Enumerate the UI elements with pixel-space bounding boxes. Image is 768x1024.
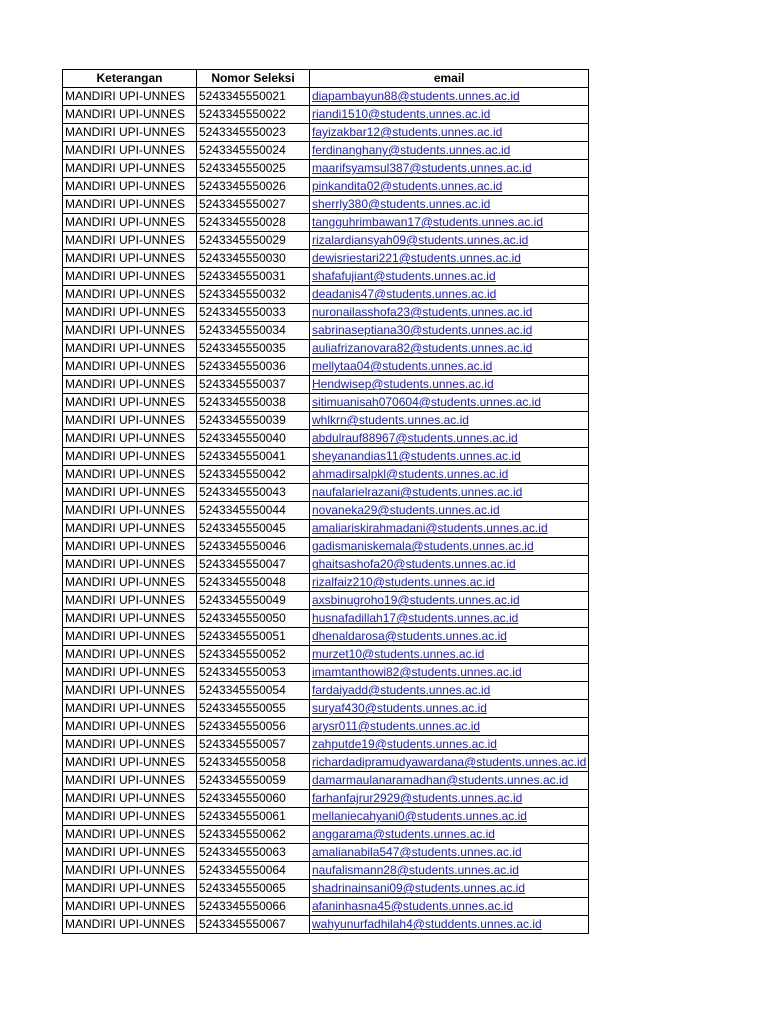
cell-keterangan[interactable]: MANDIRI UPI-UNNES (63, 196, 197, 214)
table-row (63, 808, 589, 826)
cell-keterangan[interactable]: MANDIRI UPI-UNNES (63, 322, 197, 340)
cell-email[interactable] (310, 430, 589, 448)
cell-keterangan[interactable]: MANDIRI UPI-UNNES (63, 808, 197, 826)
cell-email[interactable] (310, 178, 589, 196)
table-row (63, 142, 589, 160)
cell-email[interactable] (310, 232, 589, 250)
email-link[interactable]: afaninhasna45@students.unnes.ac.id (312, 899, 513, 913)
cell-nomor-seleksi[interactable]: 5243345550042 (197, 466, 310, 484)
cell-email[interactable] (310, 646, 589, 664)
cell-nomor-seleksi[interactable]: 5243345550051 (197, 628, 310, 646)
cell-keterangan[interactable]: MANDIRI UPI-UNNES (63, 844, 197, 862)
table-row (63, 826, 589, 844)
cell-nomor-seleksi[interactable]: 5243345550060 (197, 790, 310, 808)
email-link[interactable]: anggarama@students.unnes.ac.id (312, 827, 495, 841)
cell-email[interactable] (310, 160, 589, 178)
email-link[interactable]: richardadipramudyawardana@students.unnes.ac.id (312, 755, 587, 769)
table-row (63, 232, 589, 250)
table-row (63, 538, 589, 556)
cell-nomor-seleksi[interactable]: 5243345550064 (197, 862, 310, 880)
cell-nomor-seleksi[interactable]: 5243345550047 (197, 556, 310, 574)
cell-keterangan[interactable]: MANDIRI UPI-UNNES (63, 106, 197, 124)
email-link[interactable]: diapambayun88@students.unnes.ac.id (312, 89, 520, 103)
table-row (63, 376, 589, 394)
cell-keterangan[interactable]: MANDIRI UPI-UNNES (63, 358, 197, 376)
cell-keterangan[interactable]: MANDIRI UPI-UNNES (63, 826, 197, 844)
cell-keterangan[interactable]: MANDIRI UPI-UNNES (63, 340, 197, 358)
cell-keterangan[interactable]: MANDIRI UPI-UNNES (63, 394, 197, 412)
table-row (63, 448, 589, 466)
email-link[interactable]: dhenaldarosa@students.unnes.ac.id (312, 629, 507, 643)
email-link[interactable]: pinkandita02@students.unnes.ac.id (312, 179, 503, 193)
cell-email[interactable] (310, 790, 589, 808)
cell-keterangan[interactable]: MANDIRI UPI-UNNES (63, 700, 197, 718)
email-link[interactable]: shafafujiant@students.unnes.ac.id (312, 269, 496, 283)
header-row (63, 70, 589, 88)
table-row (63, 340, 589, 358)
cell-email[interactable] (310, 538, 589, 556)
cell-email[interactable] (310, 484, 589, 502)
cell-keterangan[interactable]: MANDIRI UPI-UNNES (63, 88, 197, 106)
cell-keterangan[interactable]: MANDIRI UPI-UNNES (63, 574, 197, 592)
table-row (63, 466, 589, 484)
cell-nomor-seleksi[interactable]: 5243345550057 (197, 736, 310, 754)
table-row (63, 592, 589, 610)
email-link[interactable]: ghaitsashofa20@students.unnes.ac.id (312, 557, 516, 571)
cell-nomor-seleksi[interactable]: 5243345550065 (197, 880, 310, 898)
table-row (63, 250, 589, 268)
cell-nomor-seleksi[interactable]: 5243345550022 (197, 106, 310, 124)
cell-keterangan[interactable]: MANDIRI UPI-UNNES (63, 772, 197, 790)
cell-email[interactable] (310, 592, 589, 610)
email-link[interactable]: dewisriestari221@students.unnes.ac.id (312, 251, 521, 265)
cell-email[interactable] (310, 502, 589, 520)
cell-keterangan[interactable]: MANDIRI UPI-UNNES (63, 556, 197, 574)
email-link[interactable]: shadrinainsani09@students.unnes.ac.id (312, 881, 525, 895)
table-row (63, 790, 589, 808)
cell-email[interactable] (310, 718, 589, 736)
email-link[interactable]: nuronailasshofa23@students.unnes.ac.id (312, 305, 533, 319)
cell-nomor-seleksi[interactable]: 5243345550048 (197, 574, 310, 592)
email-link[interactable]: whlkrn@students.unnes.ac.id (312, 413, 469, 427)
email-link[interactable]: zahputde19@students.unnes.ac.id (312, 737, 497, 751)
cell-keterangan[interactable]: MANDIRI UPI-UNNES (63, 376, 197, 394)
cell-nomor-seleksi[interactable]: 5243345550055 (197, 700, 310, 718)
table-row (63, 268, 589, 286)
cell-keterangan[interactable]: MANDIRI UPI-UNNES (63, 412, 197, 430)
cell-email[interactable] (310, 394, 589, 412)
cell-nomor-seleksi[interactable]: 5243345550026 (197, 178, 310, 196)
email-link[interactable]: novaneka29@students.unnes.ac.id (312, 503, 500, 517)
table-row (63, 664, 589, 682)
cell-nomor-seleksi[interactable]: 5243345550037 (197, 376, 310, 394)
email-link[interactable]: gadismaniskemala@students.unnes.ac.id (312, 539, 534, 553)
cell-nomor-seleksi[interactable]: 5243345550053 (197, 664, 310, 682)
email-link[interactable]: abdulrauf88967@students.unnes.ac.id (312, 431, 518, 445)
cell-email[interactable] (310, 124, 589, 142)
table-row (63, 556, 589, 574)
cell-keterangan[interactable]: MANDIRI UPI-UNNES (63, 592, 197, 610)
table-row (63, 736, 589, 754)
cell-keterangan[interactable]: MANDIRI UPI-UNNES (63, 754, 197, 772)
table-row (63, 880, 589, 898)
cell-email[interactable] (310, 268, 589, 286)
cell-keterangan[interactable]: MANDIRI UPI-UNNES (63, 286, 197, 304)
email-link[interactable]: rizalardiansyah09@students.unnes.ac.id (312, 233, 529, 247)
cell-keterangan[interactable]: MANDIRI UPI-UNNES (63, 682, 197, 700)
cell-nomor-seleksi[interactable]: 5243345550044 (197, 502, 310, 520)
cell-email[interactable] (310, 664, 589, 682)
cell-keterangan[interactable]: MANDIRI UPI-UNNES (63, 520, 197, 538)
table-row (63, 754, 589, 772)
cell-email[interactable] (310, 880, 589, 898)
cell-keterangan[interactable]: MANDIRI UPI-UNNES (63, 898, 197, 916)
cell-nomor-seleksi[interactable]: 5243345550059 (197, 772, 310, 790)
cell-nomor-seleksi[interactable]: 5243345550049 (197, 592, 310, 610)
email-link[interactable]: tangguhrimbawan17@students.unnes.ac.id (312, 215, 543, 229)
cell-email[interactable] (310, 358, 589, 376)
cell-nomor-seleksi[interactable]: 5243345550032 (197, 286, 310, 304)
cell-email[interactable] (310, 88, 589, 106)
cell-keterangan[interactable]: MANDIRI UPI-UNNES (63, 628, 197, 646)
cell-nomor-seleksi[interactable]: 5243345550028 (197, 214, 310, 232)
email-link[interactable]: Hendwisep@students.unnes.ac.id (312, 377, 494, 391)
cell-keterangan[interactable]: MANDIRI UPI-UNNES (63, 214, 197, 232)
cell-nomor-seleksi[interactable]: 5243345550029 (197, 232, 310, 250)
cell-nomor-seleksi[interactable]: 5243345550063 (197, 844, 310, 862)
cell-keterangan[interactable]: MANDIRI UPI-UNNES (63, 862, 197, 880)
cell-keterangan[interactable]: MANDIRI UPI-UNNES (63, 502, 197, 520)
table-row (63, 178, 589, 196)
cell-email[interactable] (310, 772, 589, 790)
email-link[interactable]: sherrly380@students.unnes.ac.id (312, 197, 491, 211)
table-body (63, 88, 589, 934)
table-row (63, 106, 589, 124)
cell-keterangan[interactable]: MANDIRI UPI-UNNES (63, 466, 197, 484)
cell-email[interactable] (310, 448, 589, 466)
cell-nomor-seleksi[interactable]: 5243345550036 (197, 358, 310, 376)
table-row (63, 646, 589, 664)
cell-email[interactable] (310, 412, 589, 430)
cell-email[interactable] (310, 574, 589, 592)
cell-email[interactable] (310, 106, 589, 124)
cell-nomor-seleksi[interactable]: 5243345550040 (197, 430, 310, 448)
cell-nomor-seleksi[interactable]: 5243345550023 (197, 124, 310, 142)
cell-email[interactable] (310, 340, 589, 358)
cell-keterangan[interactable]: MANDIRI UPI-UNNES (63, 430, 197, 448)
cell-email[interactable] (310, 142, 589, 160)
email-link[interactable]: mellytaa04@students.unnes.ac.id (312, 359, 493, 373)
cell-keterangan[interactable]: MANDIRI UPI-UNNES (63, 304, 197, 322)
table-row (63, 124, 589, 142)
table-row (63, 916, 589, 934)
cell-nomor-seleksi[interactable]: 5243345550034 (197, 322, 310, 340)
cell-keterangan[interactable]: MANDIRI UPI-UNNES (63, 736, 197, 754)
cell-nomor-seleksi[interactable]: 5243345550043 (197, 484, 310, 502)
cell-nomor-seleksi[interactable]: 5243345550067 (197, 916, 310, 934)
cell-keterangan[interactable]: MANDIRI UPI-UNNES (63, 880, 197, 898)
email-link[interactable]: husnafadillah17@students.unnes.ac.id (312, 611, 519, 625)
cell-email[interactable] (310, 304, 589, 322)
cell-nomor-seleksi[interactable]: 5243345550030 (197, 250, 310, 268)
email-link[interactable]: naufalarielrazani@students.unnes.ac.id (312, 485, 523, 499)
cell-email[interactable] (310, 196, 589, 214)
cell-keterangan[interactable]: MANDIRI UPI-UNNES (63, 142, 197, 160)
table-row (63, 304, 589, 322)
table-header (63, 70, 589, 88)
table-row (63, 610, 589, 628)
email-link[interactable]: murzet10@students.unnes.ac.id (312, 647, 485, 661)
cell-email[interactable] (310, 808, 589, 826)
email-link[interactable]: axsbinugroho19@students.unnes.ac.id (312, 593, 520, 607)
cell-keterangan[interactable]: MANDIRI UPI-UNNES (63, 178, 197, 196)
table-row (63, 844, 589, 862)
cell-nomor-seleksi[interactable]: 5243345550038 (197, 394, 310, 412)
email-link[interactable]: amalianabila547@students.unnes.ac.id (312, 845, 522, 859)
email-link[interactable]: fardaiyadd@students.unnes.ac.id (312, 683, 491, 697)
cell-nomor-seleksi[interactable]: 5243345550066 (197, 898, 310, 916)
table-row (63, 628, 589, 646)
email-link[interactable]: sabrinaseptiana30@students.unnes.ac.id (312, 323, 533, 337)
cell-nomor-seleksi[interactable]: 5243345550041 (197, 448, 310, 466)
cell-keterangan[interactable]: MANDIRI UPI-UNNES (63, 250, 197, 268)
cell-nomor-seleksi[interactable]: 5243345550031 (197, 268, 310, 286)
cell-nomor-seleksi[interactable]: 5243345550045 (197, 520, 310, 538)
table-row (63, 196, 589, 214)
cell-email[interactable] (310, 916, 589, 934)
cell-nomor-seleksi[interactable]: 5243345550027 (197, 196, 310, 214)
cell-keterangan[interactable]: MANDIRI UPI-UNNES (63, 268, 197, 286)
cell-keterangan[interactable]: MANDIRI UPI-UNNES (63, 790, 197, 808)
cell-nomor-seleksi[interactable]: 5243345550025 (197, 160, 310, 178)
email-link[interactable]: suryaf430@students.unnes.ac.id (312, 701, 487, 715)
cell-nomor-seleksi[interactable]: 5243345550039 (197, 412, 310, 430)
cell-keterangan[interactable]: MANDIRI UPI-UNNES (63, 538, 197, 556)
cell-nomor-seleksi[interactable]: 5243345550050 (197, 610, 310, 628)
cell-keterangan[interactable]: MANDIRI UPI-UNNES (63, 664, 197, 682)
cell-email[interactable] (310, 628, 589, 646)
cell-email[interactable] (310, 250, 589, 268)
cell-nomor-seleksi[interactable]: 5243345550054 (197, 682, 310, 700)
table-row (63, 484, 589, 502)
cell-email[interactable] (310, 844, 589, 862)
cell-nomor-seleksi[interactable]: 5243345550046 (197, 538, 310, 556)
cell-nomor-seleksi[interactable]: 5243345550024 (197, 142, 310, 160)
cell-nomor-seleksi[interactable]: 5243345550058 (197, 754, 310, 772)
table-row (63, 412, 589, 430)
email-link[interactable]: sitimuanisah070604@students.unnes.ac.id (312, 395, 541, 409)
table-row (63, 898, 589, 916)
table-row (63, 574, 589, 592)
table-row (63, 358, 589, 376)
email-link[interactable]: imamtanthowi82@students.unnes.ac.id (312, 665, 522, 679)
email-link[interactable]: sheyanandias11@students.unnes.ac.id (312, 449, 521, 463)
cell-nomor-seleksi[interactable]: 5243345550062 (197, 826, 310, 844)
cell-email[interactable] (310, 700, 589, 718)
cell-keterangan[interactable]: MANDIRI UPI-UNNES (63, 610, 197, 628)
email-link[interactable]: ferdinanghany@students.unnes.ac.id (312, 143, 511, 157)
email-link[interactable]: ahmadirsalpkl@students.unnes.ac.id (312, 467, 509, 481)
table-row (63, 394, 589, 412)
email-link[interactable]: riandi1510@students.unnes.ac.id (312, 107, 491, 121)
email-link[interactable]: naufalismann28@students.unnes.ac.id (312, 863, 519, 877)
cell-nomor-seleksi[interactable]: 5243345550035 (197, 340, 310, 358)
cell-email[interactable] (310, 286, 589, 304)
table-row (63, 88, 589, 106)
table-row (63, 430, 589, 448)
email-link[interactable]: fayizakbar12@students.unnes.ac.id (312, 125, 503, 139)
cell-email[interactable] (310, 466, 589, 484)
table-row (63, 160, 589, 178)
email-link[interactable]: rizalfaiz210@students.unnes.ac.id (312, 575, 495, 589)
cell-keterangan[interactable]: MANDIRI UPI-UNNES (63, 916, 197, 934)
cell-nomor-seleksi[interactable]: 5243345550033 (197, 304, 310, 322)
cell-nomor-seleksi[interactable]: 5243345550021 (197, 88, 310, 106)
cell-email[interactable] (310, 610, 589, 628)
cell-email[interactable] (310, 862, 589, 880)
email-link[interactable]: deadanis47@students.unnes.ac.id (312, 287, 497, 301)
email-link[interactable]: amaliariskirahmadani@students.unnes.ac.id (312, 521, 548, 535)
cell-email[interactable] (310, 754, 589, 772)
email-link[interactable]: farhanfajrur2929@students.unnes.ac.id (312, 791, 523, 805)
cell-email[interactable] (310, 376, 589, 394)
table-row (63, 502, 589, 520)
cell-keterangan[interactable]: MANDIRI UPI-UNNES (63, 718, 197, 736)
cell-keterangan[interactable]: MANDIRI UPI-UNNES (63, 160, 197, 178)
table-row (63, 520, 589, 538)
email-link[interactable]: mellaniecahyani0@students.unnes.ac.id (312, 809, 527, 823)
cell-keterangan[interactable]: MANDIRI UPI-UNNES (63, 124, 197, 142)
cell-keterangan[interactable]: MANDIRI UPI-UNNES (63, 232, 197, 250)
table-row (63, 286, 589, 304)
cell-nomor-seleksi[interactable]: 5243345550061 (197, 808, 310, 826)
table-row (63, 718, 589, 736)
email-link[interactable]: arysr011@students.unnes.ac.id (312, 719, 481, 733)
cell-nomor-seleksi[interactable]: 5243345550056 (197, 718, 310, 736)
cell-nomor-seleksi[interactable]: 5243345550052 (197, 646, 310, 664)
email-link[interactable]: damarmaulanaramadhan@students.unnes.ac.id (312, 773, 569, 787)
header-email[interactable]: email (310, 70, 589, 88)
cell-email[interactable] (310, 736, 589, 754)
table-row (63, 322, 589, 340)
table-row (63, 772, 589, 790)
header-nomor-seleksi[interactable]: Nomor Seleksi (197, 70, 310, 88)
table-row (63, 682, 589, 700)
spreadsheet-table (62, 69, 589, 934)
cell-email[interactable] (310, 214, 589, 232)
email-link[interactable]: maarifsyamsul387@students.unnes.ac.id (312, 161, 532, 175)
email-link[interactable]: wahyunurfadhilah4@studdents.unnes.ac.id (312, 917, 542, 931)
cell-email[interactable] (310, 682, 589, 700)
header-keterangan[interactable]: Keterangan (63, 70, 197, 88)
table-row (63, 862, 589, 880)
table-row (63, 214, 589, 232)
cell-keterangan[interactable]: MANDIRI UPI-UNNES (63, 484, 197, 502)
cell-email[interactable] (310, 520, 589, 538)
cell-email[interactable] (310, 826, 589, 844)
cell-email[interactable] (310, 322, 589, 340)
table-row (63, 700, 589, 718)
cell-email[interactable] (310, 556, 589, 574)
cell-keterangan[interactable]: MANDIRI UPI-UNNES (63, 646, 197, 664)
cell-email[interactable] (310, 898, 589, 916)
cell-keterangan[interactable]: MANDIRI UPI-UNNES (63, 448, 197, 466)
email-link[interactable]: auliafrizanovara82@students.unnes.ac.id (312, 341, 533, 355)
